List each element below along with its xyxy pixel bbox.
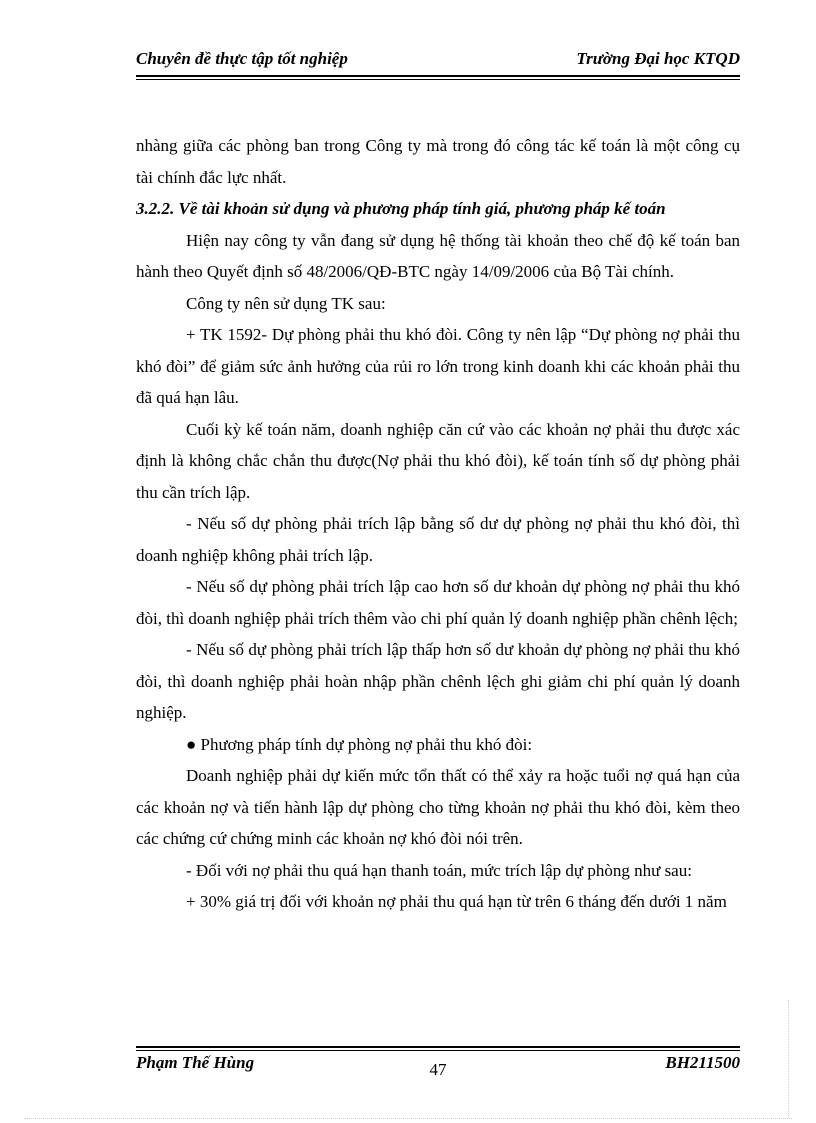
body-paragraph: - Nếu số dự phòng phải trích lập bằng số dư dự phòng nợ phải thu khó đòi, thì doanh nghiệp không phải trích lập. <box>136 514 740 565</box>
page-header <box>136 49 740 73</box>
body-paragraph: - Nếu số dự phòng phải trích lập cao hơn số dư khoản dự phòng nợ phải thu khó đòi, thì doanh nghiệp phải trích thêm vào chi phí quản lý doanh nghiệp phần chênh lệch; <box>136 577 740 628</box>
header-divider <box>136 75 740 80</box>
body-paragraph: Công ty nên sử dụng TK sau: <box>186 293 386 313</box>
page-footer <box>136 1053 740 1081</box>
body-paragraph: - Đối với nợ phải thu quá hạn thanh toán, mức trích lập dự phòng như sau: <box>186 860 692 880</box>
footer-author: Phạm Thế Hùng <box>136 1053 255 1072</box>
body-paragraph: - Nếu số dự phòng phải trích lập thấp hơn số dư khoản dự phòng nợ phải thu khó đòi, thì doanh nghiệp phải hoàn nhập phần chênh lệch ghi giảm chi phí quản lý doanh nghiệp. <box>136 640 740 722</box>
page-number: 47 <box>429 1060 447 1079</box>
body-paragraph: Cuối kỳ kế toán năm, doanh nghiệp căn cứ vào các khoản nợ phải thu được xác định là không chắc chắn thu được(Nợ phải thu khó đòi), kế toán tính số dự phòng phải thu cần trích lập. <box>136 419 740 502</box>
header-document-title: Chuyên đề thực tập tốt nghiệp <box>136 49 348 68</box>
body-paragraph: + TK 1592- Dự phòng phải thu khó đòi. Công ty nên lập “Dự phòng nợ phải thu khó đòi” để giảm sức ảnh hưởng của rủi ro lớn trong kinh doanh khi các khoản phải thu đã quá hạn lâu. <box>136 325 740 407</box>
footer-divider <box>136 1046 740 1051</box>
page-edge-right <box>788 1000 789 1118</box>
header-university: Trường Đại học KTQD <box>576 49 740 68</box>
page-edge-bottom <box>24 1118 792 1119</box>
section-heading: 3.2.2. Về tài khoản sử dụng và phương pháp tính giá, phương pháp kế toán <box>136 199 666 218</box>
body-paragraph: Hiện nay công ty vẫn đang sử dụng hệ thống tài khoản theo chế độ kế toán ban hành theo Quyết định số 48/2006/QĐ-BTC ngày 14/09/2006 của Bộ Tài chính. <box>136 230 740 281</box>
body-paragraph: nhàng giữa các phòng ban trong Công ty mà trong đó công tác kế toán là một công cụ tài chính đắc lực nhất. <box>136 136 740 187</box>
body-paragraph: + 30% giá trị đối với khoản nợ phải thu quá hạn từ trên 6 tháng đến dưới 1 năm <box>186 892 727 911</box>
body-paragraph: Doanh nghiệp phải dự kiến mức tổn thất có thể xảy ra hoặc tuổi nợ quá hạn của các khoản nợ và tiến hành lập dự phòng cho từng khoản nợ phải thu khó đòi, kèm theo các chứng cứ chứng minh các khoản nợ khó đòi nói trên. <box>136 766 740 848</box>
bullet-paragraph: ● Phương pháp tính dự phòng nợ phải thu khó đòi: <box>186 734 533 754</box>
footer-student-code: BH211500 <box>665 1053 740 1072</box>
page-body <box>136 130 740 918</box>
